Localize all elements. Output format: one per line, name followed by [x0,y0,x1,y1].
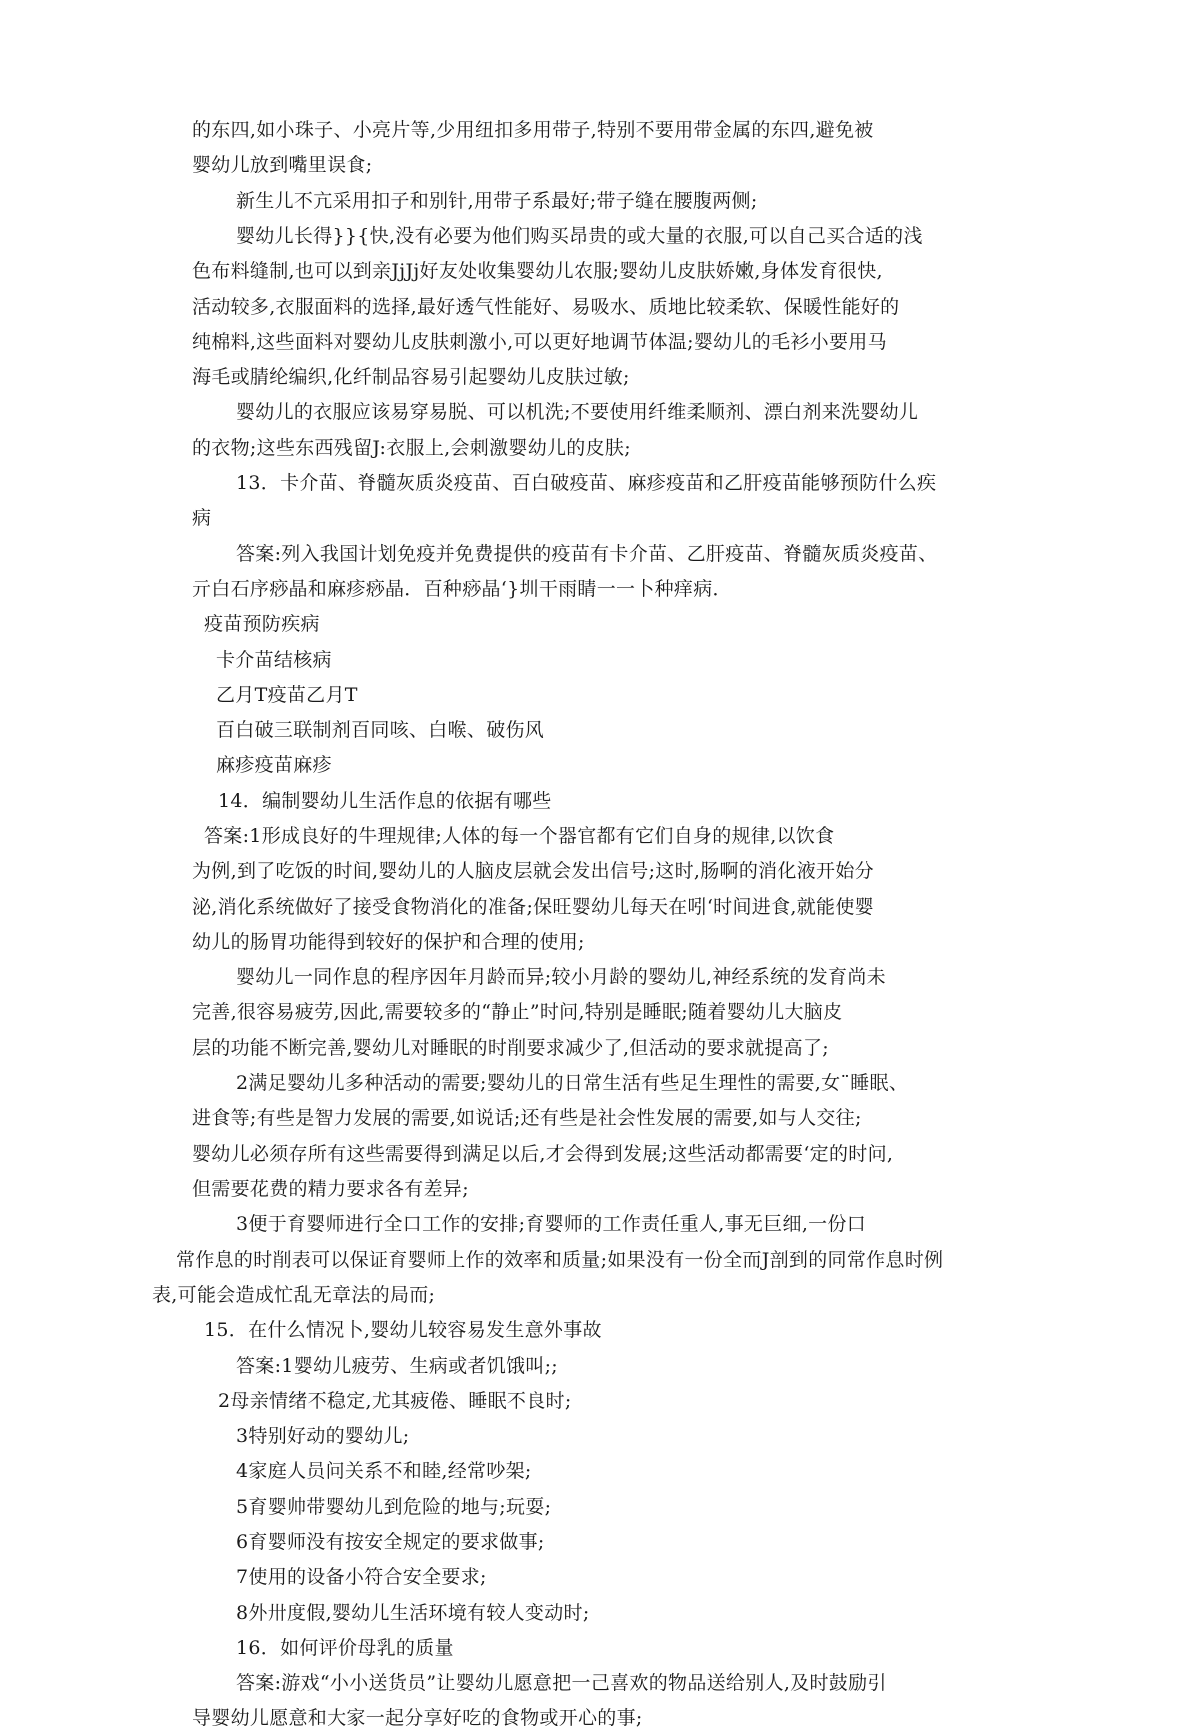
question-heading-cont: 病 [192,507,212,529]
question-heading: 14．编制婴幼儿生活作息的依据有哪些 [218,790,552,812]
text-line: 但需要花费的精力要求各有差异; [192,1178,469,1200]
text-line: 婴幼儿长得}}{快,没有必要为他们购买昂贵的或大量的衣服,可以自己买合适的浅 [236,225,923,247]
text-line: 的衣物;这些东西残留J:衣服上,会刺激婴幼儿的皮肤; [192,437,631,459]
vaccine-row: 乙月T疫苗乙月T [216,684,358,706]
text-line: 幼儿的肠胃功能得到较好的保护和合理的使用; [192,931,585,953]
list-item: 4家庭人员问关系不和睦,经常吵架; [236,1460,532,1482]
text-line: 婴幼儿放到嘴里误食; [192,154,373,176]
vaccine-row: 卡介苗结核病 [216,649,332,671]
list-item: 7使用的设备小符合安全要求; [236,1566,487,1588]
text-line: 为例,到了吃饭的时间,婴幼儿的人脑皮层就会发出信号;这时,肠啊的消化液开始分 [192,860,874,882]
text-line: 纯棉料,这些面料对婴幼儿皮肤刺激小,可以更好地调节体温;婴幼儿的毛衫小要用马 [192,331,887,353]
text-line: 婴幼儿一同作息的程序因年月龄而异;较小月龄的婴幼儿,神经系统的发育尚未 [236,966,886,988]
text-line: 色布料缝制,也可以到亲JjJj好友处收集婴幼儿农服;婴幼儿皮肤娇嫩,身体发育很快, [192,260,883,282]
answer-line: 答案:1形成良好的牛理规律;人体的每一个器官都有它们自身的规律,以饮食 [204,825,835,847]
text-line: 表,可能会造成忙乱无章法的局而; [152,1284,436,1306]
text-line: 进食等;有些是智力发展的需要,如说话;还有些是社会性发展的需要,如与人交往; [192,1107,862,1129]
text-line: 2满足婴幼儿多种活动的需要;婴幼儿的日常生活有些足生理性的需要,女¨睡眠、 [236,1072,909,1094]
answer-line: 答案:1婴幼儿疲劳、生病或者饥饿叫;; [236,1355,558,1377]
text-line: 婴幼儿的衣服应该易穿易脱、可以机洗;不要使用纤维柔顺剂、漂白剂来洗婴幼儿 [236,401,919,423]
text-line: 3便于育婴师进行全口工作的安排;育婴师的工作责任重人,事无巨细,一份口 [236,1213,867,1235]
text-line: 活动较多,衣服面料的选择,最好透气性能好、易吸水、质地比较柔软、保暖性能好的 [192,296,900,318]
text-line: 海毛或腈纶编织,化纤制品容易引起婴幼儿皮肤过敏; [192,366,630,388]
vaccine-row: 百白破三联制剂百同咳、白喉、破伤风 [216,719,545,741]
vaccine-table-header: 疫苗预防疾病 [204,613,320,635]
text-line: 层的功能不断完善,婴幼儿对睡眠的时削要求减少了,但活动的要求就提高了; [192,1037,829,1059]
vaccine-row: 麻疹疫苗麻疹 [216,754,332,776]
text-line: 的东四,如小珠子、小亮片等,少用纽扣多用带子,特别不要用带金属的东四,避免被 [192,119,874,141]
text-line: 导婴幼儿愿意和大家一起分享好吃的食物或开心的事; [192,1707,643,1729]
list-item: 2母亲情绪不稳定,尤其疲倦、睡眠不良时; [218,1390,572,1412]
text-line: 泌,消化系统做好了接受食物消化的准备;保旺婴幼儿每天在吲‘时间进食,就能使婴 [192,896,874,918]
question-heading: 13．卡介苗、脊髓灰质炎疫苗、百白破疫苗、麻疹疫苗和乙肝疫苗能够预防什么疾 [236,472,937,494]
list-item: 5育婴帅带婴幼儿到危险的地与;玩耍; [236,1496,552,1518]
list-item: 3特别好动的婴幼儿; [236,1425,410,1447]
text-line: 亓白石序痧晶和麻疹痧晶．百种痧晶‘}圳干雨睛一一卜种痒病． [192,578,732,600]
question-heading: 16．如何评价母乳的质量 [236,1637,454,1659]
text-line: 婴幼儿必须存所有这些需要得到满足以后,才会得到发展;这些活动都需要‘定的时问, [192,1143,894,1165]
answer-line: 答案:列入我国计划免疫并免费提供的疫苗有卡介苗、乙肝疫苗、脊髓灰质炎疫苗、 [236,543,938,565]
text-line: 常作息的时削表可以保证育婴师上作的效率和质量;如果没有一份全而J剖到的同常作息时例 [176,1249,944,1271]
text-line: 完善,很容易疲劳,因此,需要较多的“静止”时问,特别是睡眠;随着婴幼儿大脑皮 [192,1001,843,1023]
answer-line: 答案:游戏“小小送货员”让婴幼儿愿意把一己喜欢的物品送给别人,及时鼓励引 [236,1672,887,1694]
list-item: 8外卅度假,婴幼儿生活环境有较人变动时; [236,1602,590,1624]
list-item: 6育婴师没有按安全规定的要求做事; [236,1531,545,1553]
text-line: 新生儿不亢采用扣子和别针,用带子系最好;带子缝在腰腹两侧; [236,190,758,212]
question-heading: 15．在什么情况卜,婴幼儿较容易发生意外事故 [204,1319,602,1341]
